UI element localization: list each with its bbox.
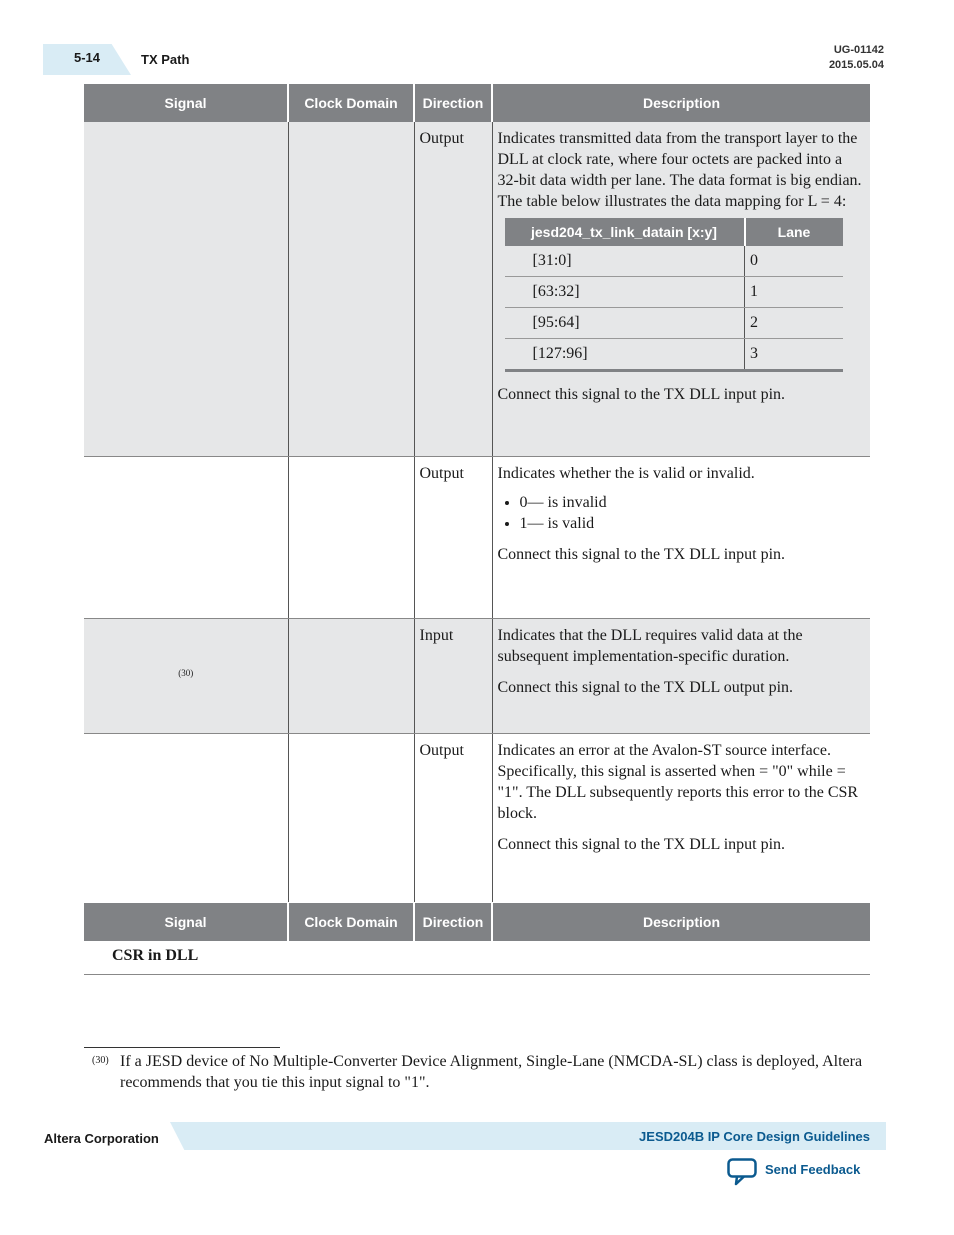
description-connect: Connect this signal to the TX DLL input pin. <box>497 386 786 403</box>
direction-value: Output <box>419 130 464 147</box>
section-title: TX Path <box>141 52 190 67</box>
list-item: • 1— is valid <box>520 513 866 534</box>
footnote <box>92 1051 872 1093</box>
col-header-signal: Signal <box>84 84 288 122</box>
clock-domain-cell <box>288 457 414 619</box>
mapping-lane: 0 <box>745 246 843 277</box>
data-mapping-table <box>505 218 843 372</box>
description-intro: Indicates that the DLL requires valid data at the subsequent implementation-specific duration. <box>497 627 803 665</box>
footer-company: Altera Corporation <box>44 1131 159 1146</box>
description-intro: Indicates transmitted data from the transport layer to the DLL at clock rate, where four octets are packed into a 32-bit data width per lane. The data format is big endian. The table below illustrates the data mapping for L = 4: <box>497 130 862 210</box>
mapping-row <box>505 339 843 371</box>
direction-cell <box>414 619 492 734</box>
clock-domain-cell <box>288 122 414 457</box>
mapping-bits: [63:32] <box>505 277 745 308</box>
table-row <box>84 122 870 457</box>
mapping-row <box>505 308 843 339</box>
mapping-bits: [127:96] <box>505 339 745 371</box>
mapping-lane: 2 <box>745 308 843 339</box>
description-intro: Indicates whether the is valid or invalid. <box>497 465 755 482</box>
table-header-row <box>84 903 870 941</box>
mapping-col-lane: Lane <box>745 218 843 246</box>
description-intro: Indicates an error at the Avalon-ST source interface. Specifically, this signal is asserted when = "0" while = "1". The DLL subsequently reports this error to the CSR block. <box>497 742 859 822</box>
col-header-description: Description <box>492 903 870 941</box>
col-header-description: Description <box>492 84 870 122</box>
description-cell <box>492 619 870 734</box>
csr-group-label: CSR in DLL <box>112 947 199 964</box>
signal-cell <box>84 122 288 457</box>
description-cell <box>492 734 870 903</box>
col-header-clock-domain: Clock Domain <box>288 903 414 941</box>
footnote-number: (30) <box>92 1055 109 1066</box>
mapping-header-row <box>505 218 843 246</box>
col-header-signal: Signal <box>84 903 288 941</box>
direction-value: Input <box>419 627 454 644</box>
mapping-col-bits: jesd204_tx_link_datain [x:y] <box>505 218 745 246</box>
list-item: • 0— is invalid <box>520 492 866 513</box>
signal-cell <box>84 734 288 903</box>
bullet-list <box>498 492 866 534</box>
mapping-lane: 3 <box>745 339 843 371</box>
direction-value: Output <box>419 742 464 759</box>
table-row <box>84 734 870 903</box>
description-connect: Connect this signal to the TX DLL input pin. <box>497 546 786 563</box>
footnote-text: If a JESD device of No Multiple-Converter Device Alignment, Single-Lane (NMCDA-SL) class is deployed, Altera recommends that you tie this input signal to "1". <box>120 1053 863 1091</box>
mapping-bits: [95:64] <box>505 308 745 339</box>
direction-cell <box>414 734 492 903</box>
doc-id: UG-01142 <box>833 44 884 56</box>
doc-id-block <box>829 43 884 73</box>
clock-domain-cell <box>288 734 414 903</box>
table-row <box>84 457 870 619</box>
csr-group-row <box>84 941 870 975</box>
col-header-direction: Direction <box>414 903 492 941</box>
direction-value: Output <box>419 465 464 482</box>
signal-cell <box>84 619 288 734</box>
col-header-clock-domain: Clock Domain <box>288 84 414 122</box>
feedback-icon[interactable] <box>727 1158 757 1186</box>
footnote-divider <box>84 1047 280 1048</box>
mapping-bits: [31:0] <box>505 246 745 277</box>
footer-guide-link[interactable]: JESD204B IP Core Design Guidelines <box>639 1129 870 1144</box>
col-header-direction: Direction <box>414 84 492 122</box>
direction-cell <box>414 122 492 457</box>
mapping-row <box>505 277 843 308</box>
page-number: 5-14 <box>74 50 101 65</box>
direction-cell <box>414 457 492 619</box>
table-row <box>84 619 870 734</box>
send-feedback-link[interactable]: Send Feedback <box>765 1162 861 1177</box>
signal-table <box>84 84 870 902</box>
description-connect: Connect this signal to the TX DLL input pin. <box>497 836 786 853</box>
csr-table-header <box>84 903 870 941</box>
doc-date: 2015.05.04 <box>828 59 884 71</box>
footnote-ref: (30) <box>178 668 194 679</box>
description-connect: Connect this signal to the TX DLL output pin. <box>497 679 794 696</box>
description-cell <box>492 457 870 619</box>
mapping-row <box>505 246 843 277</box>
description-cell <box>492 122 870 457</box>
clock-domain-cell <box>288 619 414 734</box>
signal-cell <box>84 457 288 619</box>
table-header-row <box>84 84 870 122</box>
mapping-lane: 1 <box>745 277 843 308</box>
